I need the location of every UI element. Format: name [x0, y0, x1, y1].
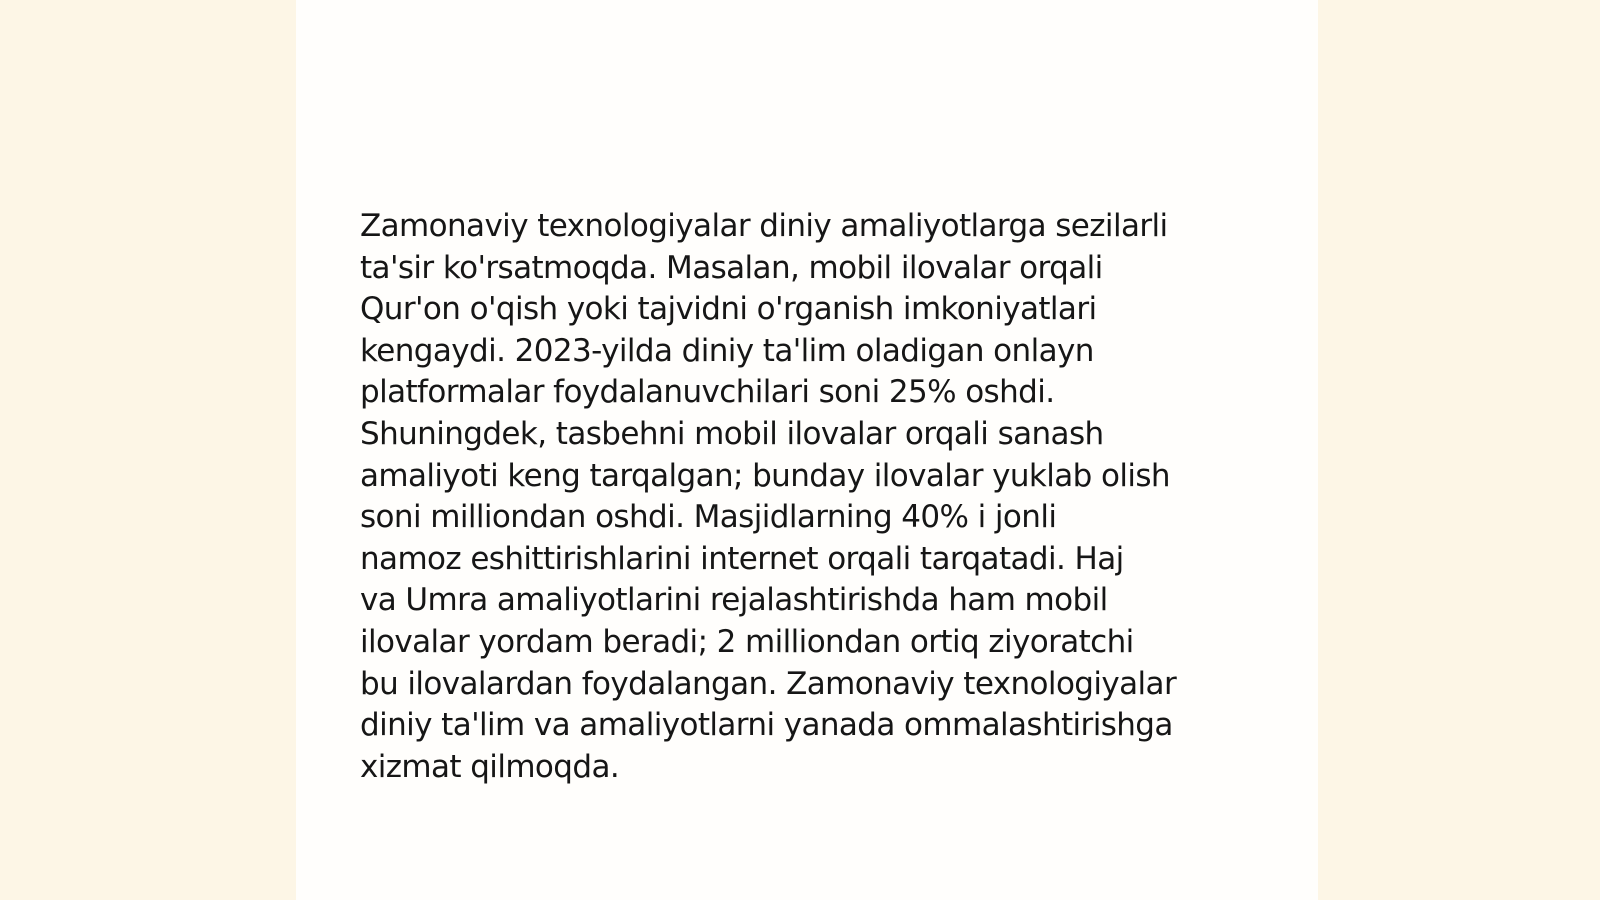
paragraph-line: ilovalar yordam beradi; 2 milliondan ortiq ziyoratchi [360, 623, 1134, 660]
paragraph-line: kengaydi. 2023-yilda diniy ta'lim oladigan onlayn [360, 332, 1094, 369]
body-paragraph [360, 206, 1260, 788]
document-page [296, 0, 1318, 900]
paragraph-line: platformalar foydalanuvchilari soni 25% oshdi. [360, 374, 1055, 411]
paragraph-line: xizmat qilmoqda. [360, 748, 620, 785]
paragraph-line: soni milliondan oshdi. Masjidlarning 40% i jonli [360, 499, 1057, 536]
paragraph-line: ta'sir ko'rsatmoqda. Masalan, mobil ilovalar orqali [360, 249, 1103, 286]
paragraph-line: namoz eshittirishlarini internet orqali tarqatadi. Haj [360, 540, 1124, 577]
paragraph-line: bu ilovalardan foydalangan. Zamonaviy texnologiyalar [360, 665, 1177, 702]
paragraph-line: amaliyoti keng tarqalgan; bunday ilovalar yuklab olish [360, 457, 1170, 494]
paragraph-line: Shuningdek, tasbehni mobil ilovalar orqali sanash [360, 415, 1104, 452]
paragraph-line: Qur'on o'qish yoki tajvidni o'rganish imkoniyatlari [360, 291, 1097, 328]
paragraph-line: diniy ta'lim va amaliyotlarni yanada ommalashtirishga [360, 707, 1173, 744]
paragraph-line: va Umra amaliyotlarini rejalashtirishda ham mobil [360, 582, 1108, 619]
paragraph-line: Zamonaviy texnologiyalar diniy amaliyotlarga sezilarli [360, 208, 1168, 244]
